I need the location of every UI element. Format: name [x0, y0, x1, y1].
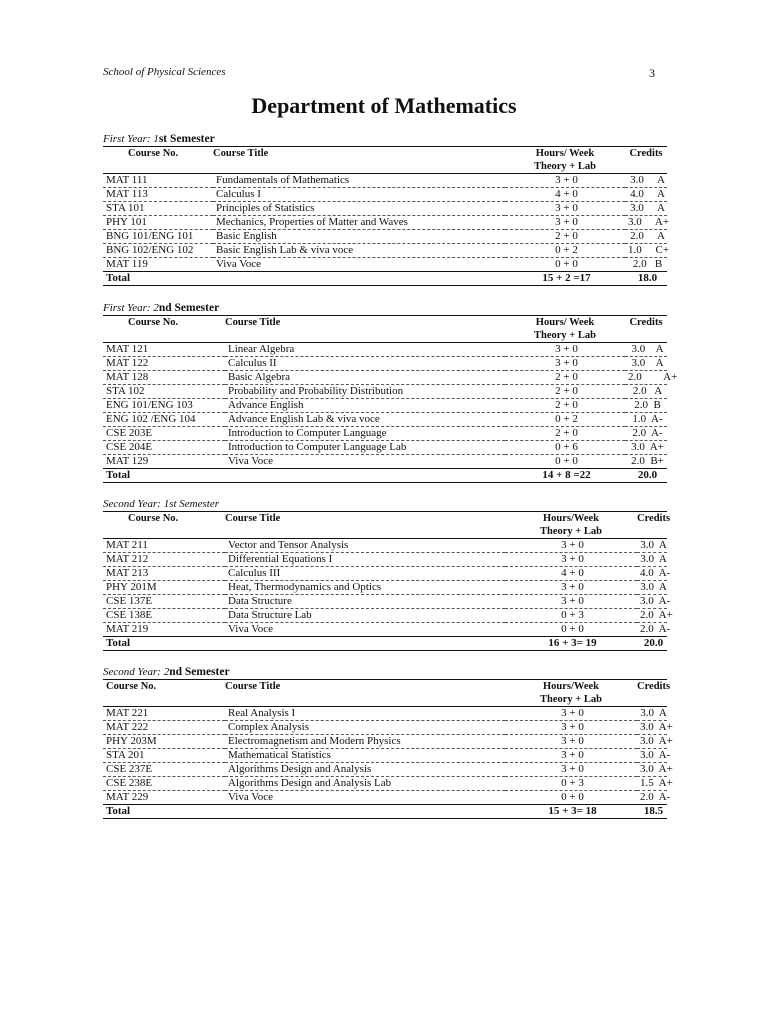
semester-section	[103, 301, 678, 483]
col-course-no-label: Course No.	[128, 513, 179, 524]
course-table	[103, 146, 670, 286]
cell-course-no: MAT 128	[103, 371, 225, 385]
cell-credits: 1.0 A-	[625, 413, 667, 427]
cell-course-no: CSE 203E	[103, 427, 225, 441]
col-course-title	[225, 316, 505, 343]
cell-course-title: Data Structure Lab	[225, 609, 505, 623]
cell-hours: 3 + 0	[505, 553, 637, 567]
cell-course-no: STA 201	[103, 749, 225, 763]
cell-course-title: Principles of Statistics	[213, 202, 505, 216]
table-row	[103, 399, 667, 413]
cell-course-no: MAT 121	[103, 343, 225, 357]
total-cell-course-title	[225, 805, 505, 819]
table-row	[103, 174, 667, 188]
cell-hours: 0 + 2	[505, 244, 625, 258]
cell-credits: 2.0 A+	[637, 609, 667, 623]
cell-course-no: MAT 212	[103, 553, 225, 567]
page-header	[103, 66, 655, 82]
cell-course-no: MAT 229	[103, 791, 225, 805]
table-header-row	[103, 512, 667, 539]
cell-hours: 2 + 0	[505, 230, 625, 244]
cell-course-no: MAT 113	[103, 188, 213, 202]
table-row	[103, 230, 667, 244]
cell-hours: 3 + 0	[505, 539, 637, 553]
cell-course-title: Introduction to Computer Language Lab	[225, 441, 505, 455]
cell-credits: 3.0 A	[625, 357, 667, 371]
cell-credits: 2.0 A	[625, 230, 667, 244]
cell-hours: 2 + 0	[505, 371, 625, 385]
cell-credits: 2.0 A-	[637, 791, 667, 805]
col-course-no-label: Course No.	[128, 317, 179, 328]
col-hours	[505, 680, 637, 707]
page-title: Department of Mathematics	[251, 93, 517, 118]
cell-credits: 3.0 A+	[625, 216, 667, 230]
cell-course-no: MAT 122	[103, 357, 225, 371]
cell-course-no: CSE 137E	[103, 595, 225, 609]
cell-credits: 3.0 A	[637, 539, 667, 553]
total-cell-course-no: Total	[103, 805, 225, 819]
table-row	[103, 763, 667, 777]
col-course-title	[213, 147, 505, 174]
cell-hours: 0 + 2	[505, 413, 625, 427]
col-hours-sublabel: Theory + Lab	[534, 330, 596, 341]
table-row	[103, 539, 667, 553]
page-number: 3	[649, 66, 655, 80]
cell-course-title: Electromagnetism and Modern Physics	[225, 735, 505, 749]
table-header-row	[103, 680, 667, 707]
semester-section	[103, 497, 673, 651]
col-hours-label: Hours/Week	[542, 681, 599, 692]
cell-hours: 2 + 0	[505, 427, 625, 441]
col-hours-sublabel: Theory + Lab	[540, 694, 602, 705]
semester-heading-term: nd Semester	[158, 302, 220, 314]
semester-heading	[103, 665, 667, 679]
cell-hours: 3 + 0	[505, 763, 637, 777]
cell-hours: 0 + 0	[505, 455, 625, 469]
cell-course-no: CSE 237E	[103, 763, 225, 777]
cell-course-title: Linear Algebra	[225, 343, 505, 357]
cell-credits: 4.0 A	[625, 188, 667, 202]
cell-course-title: Viva Voce	[225, 623, 505, 637]
cell-credits: 3.0 A	[625, 343, 667, 357]
cell-hours: 3 + 0	[505, 357, 625, 371]
cell-course-no: PHY 203M	[103, 735, 225, 749]
total-cell-credits: 18.0	[625, 272, 667, 286]
cell-course-title: Viva Voce	[213, 258, 505, 272]
col-credits	[625, 316, 667, 343]
col-hours	[505, 512, 637, 539]
cell-course-title: Fundamentals of Mathematics	[213, 174, 505, 188]
cell-course-title: Vector and Tensor Analysis	[225, 539, 505, 553]
cell-course-no: MAT 119	[103, 258, 213, 272]
cell-credits: 1.5 A+	[637, 777, 667, 791]
semester-section	[103, 665, 673, 819]
cell-hours: 3 + 0	[505, 595, 637, 609]
col-hours	[505, 316, 625, 343]
total-cell-credits: 18.5	[637, 805, 667, 819]
course-table	[103, 511, 673, 651]
semester-heading-year: Second Year: 1st Semester	[103, 498, 219, 510]
cell-hours: 3 + 0	[505, 343, 625, 357]
table-row	[103, 385, 667, 399]
cell-course-title: Advance English Lab & viva voce	[225, 413, 505, 427]
cell-course-no: MAT 129	[103, 455, 225, 469]
table-row	[103, 735, 667, 749]
cell-credits: 2.0 A	[625, 385, 667, 399]
cell-credits: 3.0 A	[625, 202, 667, 216]
table-row	[103, 202, 667, 216]
cell-course-no: MAT 221	[103, 707, 225, 721]
cell-course-title: Calculus I	[213, 188, 505, 202]
cell-credits: 1.0 C+	[625, 244, 667, 258]
cell-course-title: Mathematical Statistics	[225, 749, 505, 763]
col-course-no	[103, 316, 225, 343]
col-course-title-label: Course Title	[225, 317, 281, 328]
cell-course-no: MAT 111	[103, 174, 213, 188]
cell-hours: 3 + 0	[505, 721, 637, 735]
cell-course-no: CSE 138E	[103, 609, 225, 623]
cell-hours: 2 + 0	[505, 385, 625, 399]
cell-course-title: Heat, Thermodynamics and Optics	[225, 581, 505, 595]
cell-credits: 2.0 A-	[625, 427, 667, 441]
table-row	[103, 413, 667, 427]
total-row	[103, 805, 667, 819]
table-row	[103, 595, 667, 609]
cell-course-title: Complex Analysis	[225, 721, 505, 735]
cell-course-no: MAT 213	[103, 567, 225, 581]
col-course-no-label: Course No.	[128, 148, 179, 159]
table-row	[103, 553, 667, 567]
table-row	[103, 343, 667, 357]
table-row	[103, 244, 667, 258]
cell-course-no: ENG 102 /ENG 104	[103, 413, 225, 427]
table-row	[103, 707, 667, 721]
cell-hours: 0 + 0	[505, 623, 637, 637]
course-table	[103, 679, 673, 819]
table-row	[103, 441, 667, 455]
total-row	[103, 469, 667, 483]
col-hours-sublabel: Theory + Lab	[534, 161, 596, 172]
col-hours	[505, 147, 625, 174]
col-course-title-label: Course Title	[225, 513, 281, 524]
semester-heading	[103, 132, 667, 146]
col-credits-label: Credits	[637, 513, 671, 524]
cell-hours: 0 + 3	[505, 609, 637, 623]
col-credits	[637, 512, 671, 539]
col-hours-label: Hours/ Week	[535, 317, 595, 328]
col-hours-sublabel: Theory + Lab	[540, 526, 602, 537]
cell-course-no: MAT 219	[103, 623, 225, 637]
cell-credits: 2.0 B+	[625, 455, 667, 469]
semester-heading-year: First Year: 1	[103, 133, 159, 145]
cell-course-title: Probability and Probability Distribution	[225, 385, 505, 399]
course-table	[103, 315, 678, 483]
table-row	[103, 623, 667, 637]
table-row	[103, 609, 667, 623]
cell-course-no: BNG 101/ENG 101	[103, 230, 213, 244]
cell-credits: 2.0 B	[625, 258, 667, 272]
cell-hours: 3 + 0	[505, 735, 637, 749]
table-row	[103, 581, 667, 595]
cell-course-title: Algorithms Design and Analysis	[225, 763, 505, 777]
semester-heading	[103, 301, 667, 315]
cell-hours: 0 + 3	[505, 777, 637, 791]
cell-course-title: Calculus III	[225, 567, 505, 581]
table-row	[103, 721, 667, 735]
school-name: School of Physical Sciences	[103, 66, 226, 78]
cell-credits: 3.0 A	[637, 553, 667, 567]
semester-heading-term: st Semester	[158, 133, 215, 145]
cell-course-title: Mechanics, Properties of Matter and Waves	[213, 216, 505, 230]
col-course-title-label: Course Title	[225, 681, 281, 692]
cell-course-no: MAT 211	[103, 539, 225, 553]
cell-course-no: CSE 204E	[103, 441, 225, 455]
semester-heading	[103, 497, 667, 511]
total-cell-credits: 20.0	[625, 469, 667, 483]
cell-hours: 4 + 0	[505, 567, 637, 581]
col-course-no	[103, 680, 225, 707]
col-credits	[637, 680, 671, 707]
col-credits	[625, 147, 667, 174]
total-cell-course-no: Total	[103, 637, 225, 651]
table-row	[103, 567, 667, 581]
total-cell-hours: 15 + 2 =17	[505, 272, 625, 286]
cell-credits: 3.0 A+	[625, 441, 667, 455]
semester-heading-year: Second Year: 2	[103, 666, 170, 678]
cell-credits: 2.0 A+	[625, 371, 667, 385]
cell-credits: 3.0 A	[637, 707, 667, 721]
cell-credits: 3.0 A+	[637, 735, 667, 749]
total-cell-course-title	[225, 637, 505, 651]
table-row	[103, 777, 667, 791]
cell-course-title: Viva Voce	[225, 791, 505, 805]
cell-course-no: BNG 102/ENG 102	[103, 244, 213, 258]
col-credits-label: Credits	[629, 317, 663, 328]
col-course-title-label: Course Title	[213, 148, 269, 159]
col-credits-label: Credits	[637, 681, 671, 692]
cell-course-no: PHY 201M	[103, 581, 225, 595]
table-row	[103, 258, 667, 272]
table-header-row	[103, 147, 667, 174]
cell-hours: 4 + 0	[505, 188, 625, 202]
total-cell-credits: 20.0	[637, 637, 667, 651]
total-cell-hours: 15 + 3= 18	[505, 805, 637, 819]
table-row	[103, 371, 667, 385]
table-row	[103, 749, 667, 763]
cell-hours: 2 + 0	[505, 399, 625, 413]
cell-course-title: Algorithms Design and Analysis Lab	[225, 777, 505, 791]
cell-hours: 3 + 0	[505, 174, 625, 188]
cell-course-title: Introduction to Computer Language	[225, 427, 505, 441]
cell-course-title: Basic English Lab & viva voce	[213, 244, 505, 258]
col-course-no	[103, 512, 225, 539]
cell-hours: 0 + 0	[505, 258, 625, 272]
table-row	[103, 455, 667, 469]
cell-course-title: Real Analysis I	[225, 707, 505, 721]
total-cell-hours: 14 + 8 =22	[505, 469, 625, 483]
semester-heading-term: nd Semester	[169, 666, 230, 678]
total-cell-course-no: Total	[103, 272, 213, 286]
table-row	[103, 188, 667, 202]
semester-section	[103, 132, 670, 286]
cell-hours: 0 + 6	[505, 441, 625, 455]
cell-hours: 3 + 0	[505, 202, 625, 216]
total-cell-hours: 16 + 3= 19	[505, 637, 637, 651]
cell-course-no: MAT 222	[103, 721, 225, 735]
cell-course-no: PHY 101	[103, 216, 213, 230]
cell-hours: 3 + 0	[505, 749, 637, 763]
cell-credits: 2.0 A-	[637, 623, 667, 637]
col-course-title	[225, 512, 505, 539]
cell-hours: 3 + 0	[505, 707, 637, 721]
total-row	[103, 272, 667, 286]
table-header-row	[103, 316, 667, 343]
col-course-no-label: Course No.	[106, 681, 157, 692]
total-cell-course-no: Total	[103, 469, 225, 483]
col-hours-label: Hours/ Week	[535, 148, 595, 159]
table-row	[103, 791, 667, 805]
cell-credits: 3.0 A+	[637, 763, 667, 777]
semester-heading-year: First Year: 2	[103, 302, 159, 314]
cell-hours: 3 + 0	[505, 216, 625, 230]
col-hours-label: Hours/Week	[542, 513, 599, 524]
cell-credits: 4.0 A-	[637, 567, 667, 581]
col-course-no	[103, 147, 213, 174]
cell-credits: 2.0 B	[625, 399, 667, 413]
table-row	[103, 216, 667, 230]
col-course-title	[225, 680, 505, 707]
cell-course-title: Differential Equations I	[225, 553, 505, 567]
cell-course-title: Advance English	[225, 399, 505, 413]
cell-hours: 3 + 0	[505, 581, 637, 595]
cell-credits: 3.0 A-	[637, 749, 667, 763]
cell-credits: 3.0 A-	[637, 595, 667, 609]
table-row	[103, 357, 667, 371]
total-row	[103, 637, 667, 651]
table-row	[103, 427, 667, 441]
cell-hours: 0 + 0	[505, 791, 637, 805]
total-cell-course-title	[225, 469, 505, 483]
cell-course-no: STA 102	[103, 385, 225, 399]
cell-course-no: CSE 238E	[103, 777, 225, 791]
cell-credits: 3.0 A	[637, 581, 667, 595]
cell-course-no: STA 101	[103, 202, 213, 216]
cell-course-title: Basic English	[213, 230, 505, 244]
cell-course-title: Calculus II	[225, 357, 505, 371]
cell-credits: 3.0 A+	[637, 721, 667, 735]
cell-credits: 3.0 A	[625, 174, 667, 188]
cell-course-title: Basic Algebra	[225, 371, 505, 385]
col-credits-label: Credits	[629, 148, 663, 159]
total-cell-course-title	[213, 272, 505, 286]
cell-course-title: Viva Voce	[225, 455, 505, 469]
cell-course-no: ENG 101/ENG 103	[103, 399, 225, 413]
cell-course-title: Data Structure	[225, 595, 505, 609]
